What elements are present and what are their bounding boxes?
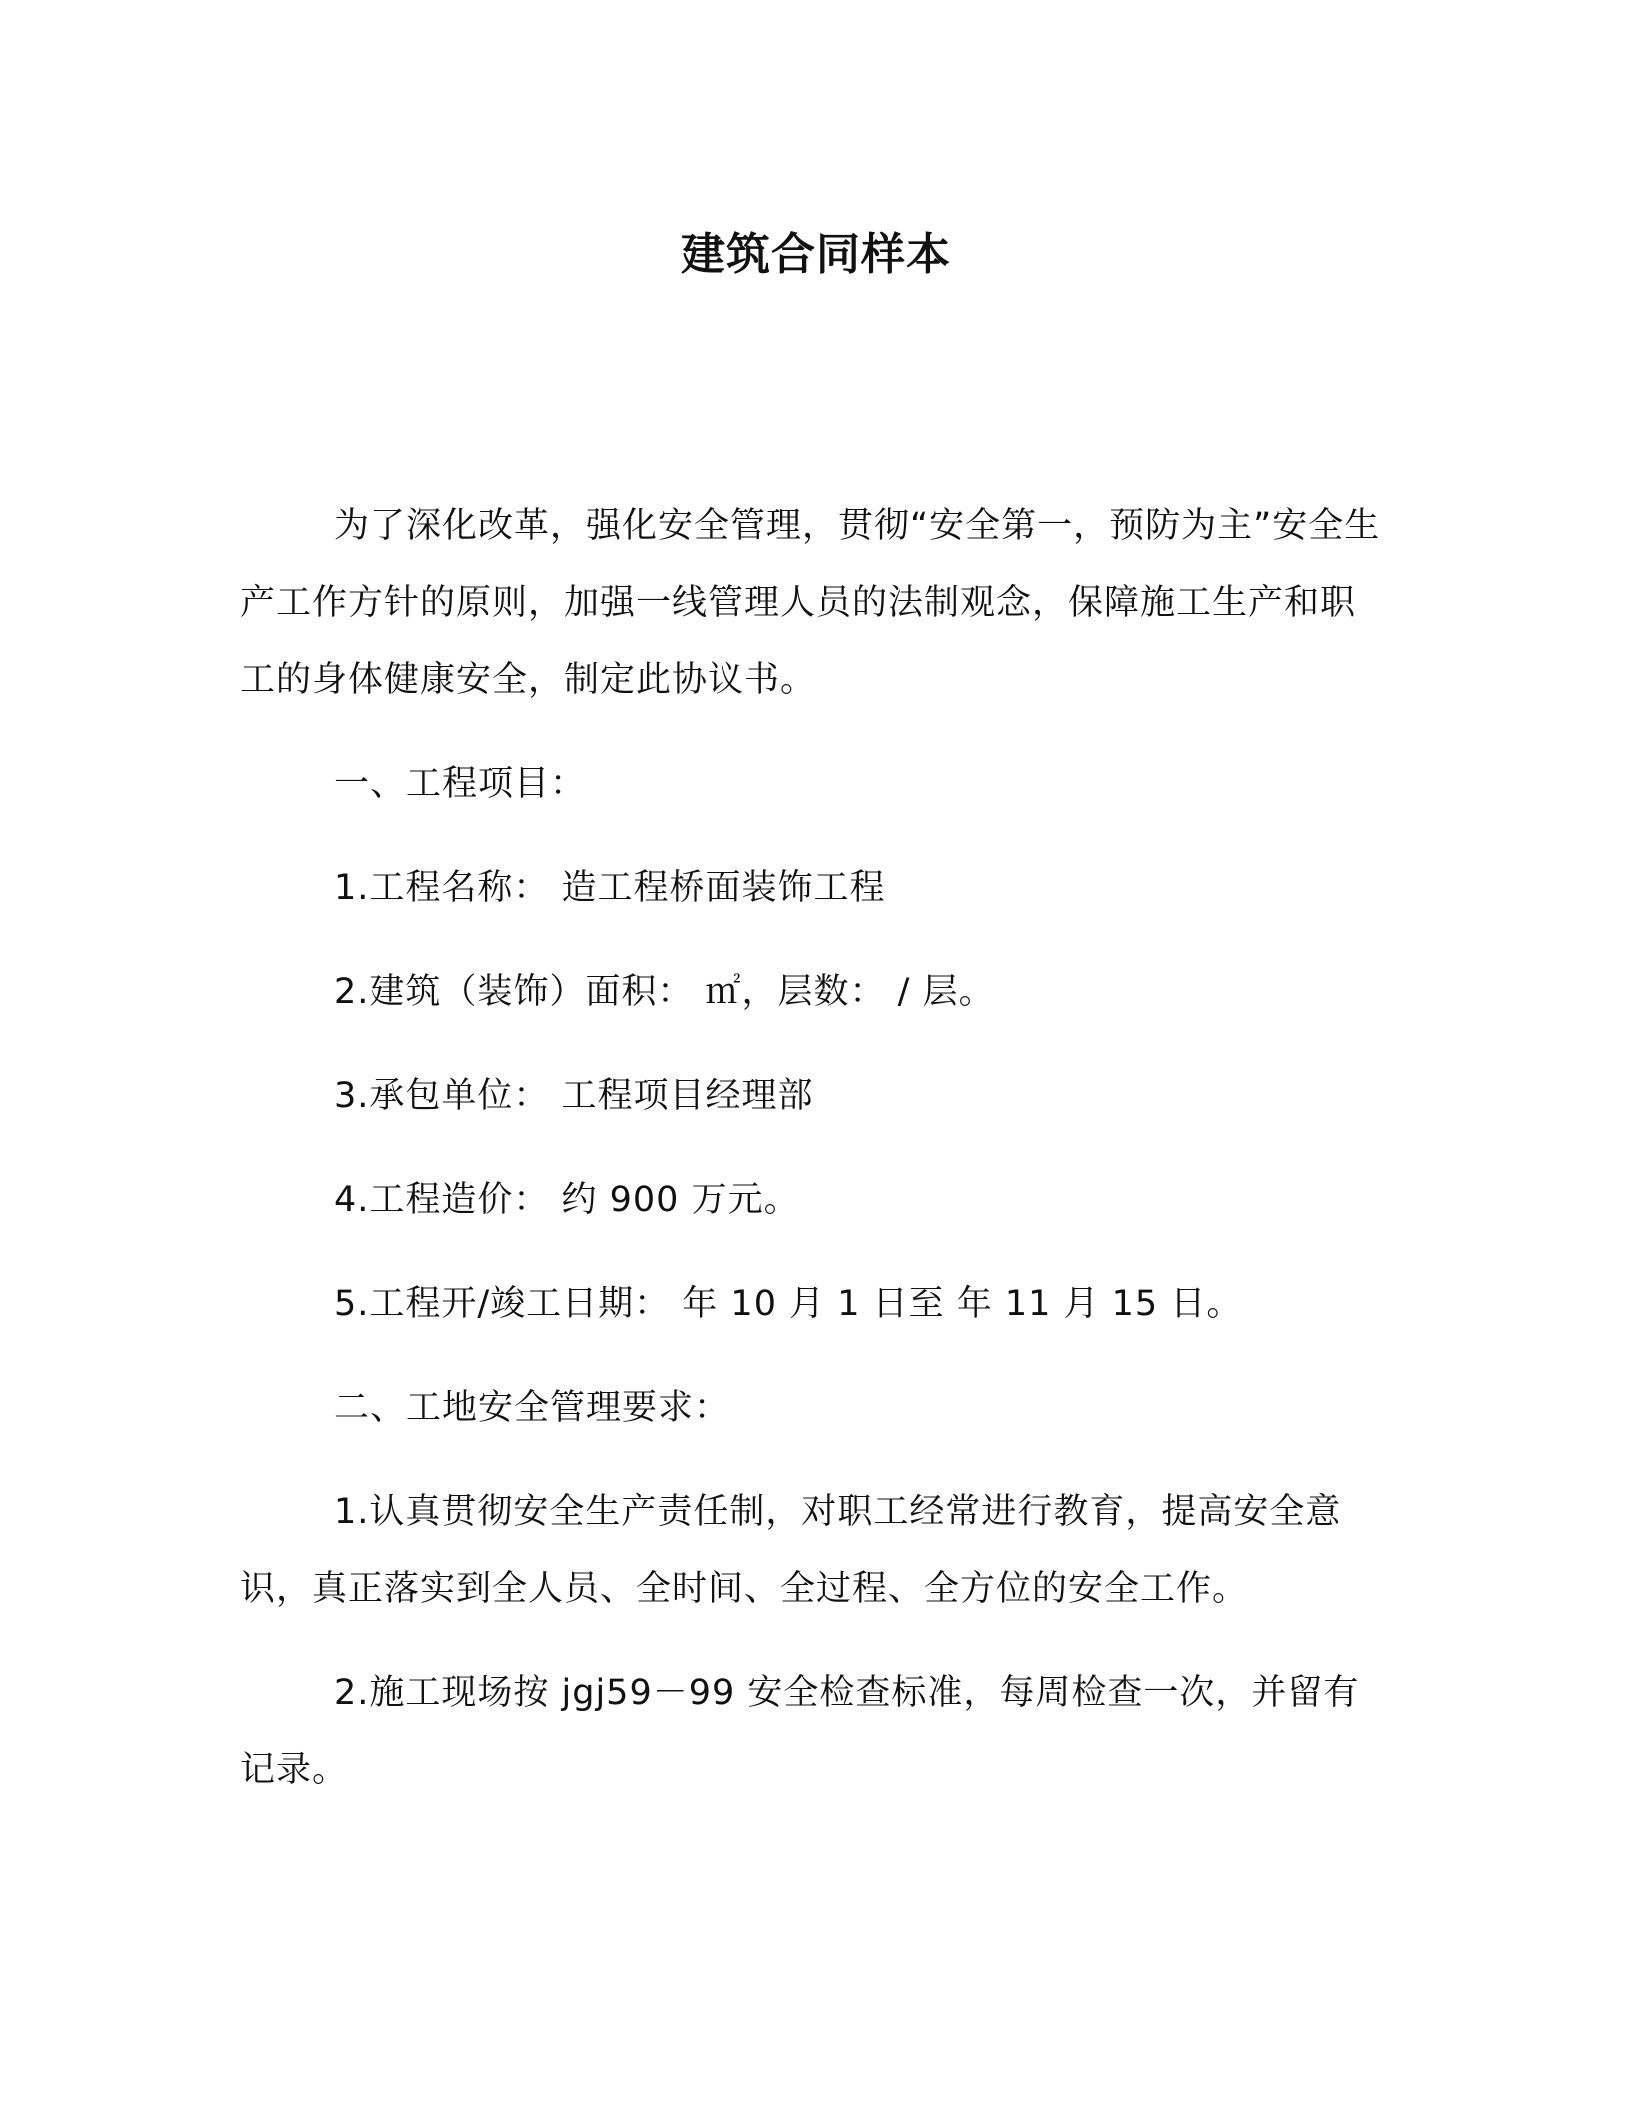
project-name-item: 1.工程名称： 造工程桥面装饰工程 [334,868,886,908]
document-title: 建筑合同样本 [681,229,951,280]
section-heading-safety: 二、工地安全管理要求： [334,1388,731,1428]
safety-requirement-2: 2.施工现场按 jgj59－99 安全检查标准，每周检查一次，并留有记录。 [240,1673,1360,1790]
project-area-item: 2.建筑（装饰）面积： ㎡，层数： / 层。 [334,972,995,1012]
document-body [240,488,1390,1836]
project-cost-item: 4.工程造价： 约 900 万元。 [334,1180,800,1220]
section-heading-project: 一、工程项目： [334,764,587,804]
contractor-item: 3.承包单位： 工程项目经理部 [334,1076,814,1116]
intro-paragraph: 为了深化改革，强化安全管理，贯彻“安全第一，预防为主”安全生产工作方针的原则，加强一线管理人员的法制观念，保障施工生产和职工的身体健康安全，制定此协议书。 [240,506,1381,700]
safety-requirement-1: 1.认真贯彻安全生产责任制，对职工经常进行教育，提高安全意识，真正落实到全人员、全时间、全过程、全方位的安全工作。 [240,1492,1342,1609]
project-dates-item: 5.工程开/竣工日期： 年 10 月 1 日至 年 11 月 15 日。 [334,1284,1243,1324]
